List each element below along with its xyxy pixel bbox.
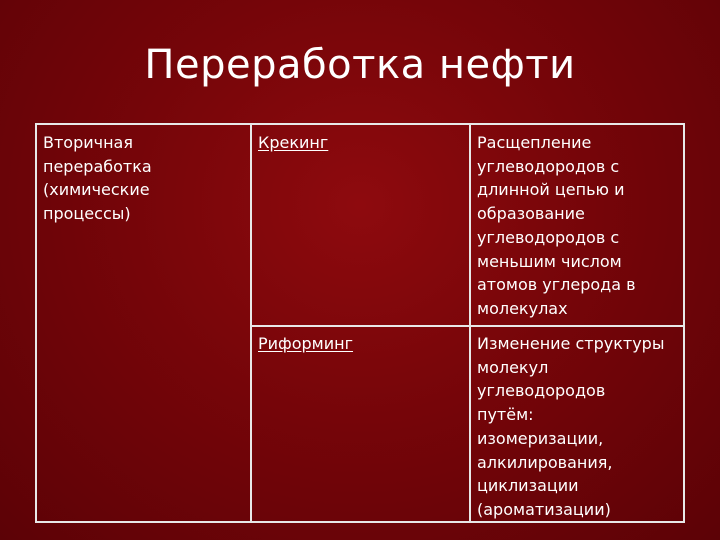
process-cell-reforming (252, 326, 471, 521)
category-line: (химические (43, 180, 150, 200)
description-line: атомов углерода в (477, 275, 636, 295)
process-link-cracking[interactable]: Крекинг (258, 133, 329, 152)
description-line: образование (477, 204, 585, 224)
process-link-reforming[interactable]: Риформинг (258, 334, 354, 353)
category-cell (37, 125, 252, 521)
description-line: длинной цепью и (477, 180, 625, 200)
description-cell-cracking (471, 125, 683, 326)
slide-title: Переработка нефти (144, 42, 576, 88)
description-line: углеводородов (477, 381, 606, 401)
description-line: путём: (477, 405, 534, 425)
description-line: молекулах (477, 298, 568, 318)
description-cell-reforming (471, 326, 683, 521)
process-cell-cracking (252, 125, 471, 326)
description-line: алкилирования, (477, 452, 613, 472)
category-line: переработка (43, 156, 152, 176)
category-line: процессы) (43, 204, 131, 224)
description-line: циклизации (477, 476, 579, 496)
description-line: Изменение структуры (477, 334, 665, 353)
description-line: углеводородов с (477, 156, 620, 176)
description-line: молекул (477, 357, 549, 377)
description-line: меньшим числом (477, 251, 622, 271)
processes-table (35, 123, 685, 523)
description-line: Расщепление (477, 133, 592, 152)
description-line: углеводородов с (477, 227, 620, 247)
description-line: изомеризации, (477, 428, 604, 448)
description-line: (ароматизации) (477, 499, 611, 519)
category-line: Вторичная (43, 133, 133, 152)
